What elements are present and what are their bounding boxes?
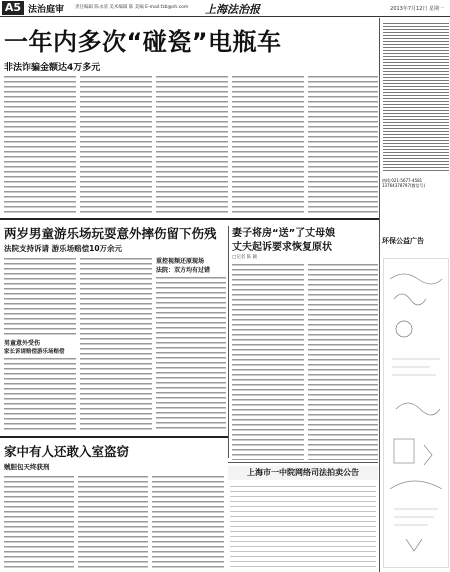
story2-body-col2	[80, 256, 152, 432]
right-column-divider	[379, 18, 380, 572]
lead-body-col4	[232, 74, 304, 214]
lead-subhead: 非法诈骗金额达4万多元	[4, 63, 101, 73]
story3-byline: □记者 陈 颖	[232, 255, 258, 260]
story3-body-col1	[232, 262, 304, 460]
story3-body-col2	[308, 262, 378, 460]
auction-title: 上海市一中院网络司法拍卖公告	[228, 466, 378, 480]
story2-body-col3	[156, 275, 226, 432]
lead-body-col3	[156, 74, 228, 214]
story2-headline: 两岁男童游乐场玩耍意外摔伤留下伤残	[4, 226, 217, 241]
auction-body	[230, 484, 376, 570]
illustration	[383, 258, 449, 568]
story2-side-subhead: 重控视频还原现场	[156, 258, 205, 265]
lead-body-col1	[4, 74, 76, 214]
newspaper-brand: 上海法治报	[205, 3, 260, 16]
lead-headline: 一年内多次“碰瓷”电瓶车	[4, 28, 282, 56]
editor-line: 责任编辑 陈永清 美术编辑 陈 美编 E-mail:fzb@sh.com	[75, 5, 189, 10]
handwritten-illustration	[384, 259, 448, 565]
classified-ads	[383, 22, 449, 172]
lead-body-col5	[308, 74, 378, 214]
section-divider-2	[0, 436, 228, 438]
sidebar-title: 环保公益广告	[382, 237, 424, 245]
story4-body-col2	[78, 474, 148, 570]
section-title: 法治庭审	[28, 5, 65, 15]
story2-body-col1	[4, 256, 76, 336]
story2-subhead: 法院支持诉请 游乐场赔偿10万余元	[4, 244, 123, 253]
phone-number: 热线:021-5677-4581	[382, 178, 423, 183]
story2-tag: 男童意外受伤	[4, 340, 41, 347]
story2-tag2: 家长诉请赔偿游乐场赔偿	[4, 349, 65, 355]
page-header	[0, 0, 450, 17]
issue-date: 2013年7月12日 星期一	[390, 6, 444, 12]
story4-headline: 家中有人还敢入室盗窃	[4, 444, 130, 459]
page-badge: A5	[2, 1, 24, 15]
story2-body-col1b	[4, 356, 76, 432]
story2-side-subhead2: 法院：双方均有过错	[156, 267, 211, 274]
story3-headline-1: 妻子将房“送”了丈母娘	[232, 228, 336, 239]
story-divider	[228, 226, 229, 458]
story4-body-col1	[4, 474, 74, 570]
ad-phone-line	[382, 178, 450, 188]
section-divider-1	[0, 218, 379, 220]
wechat-number: 13764378797(微信号)	[382, 183, 426, 188]
story4-body-col3	[152, 474, 224, 570]
story3-headline-2: 丈夫起诉要求恢复原状	[232, 242, 332, 253]
auction-divider	[228, 462, 378, 463]
story4-subhead: 贼胆包天终获刑	[4, 463, 50, 471]
lead-body-col2	[80, 74, 152, 214]
